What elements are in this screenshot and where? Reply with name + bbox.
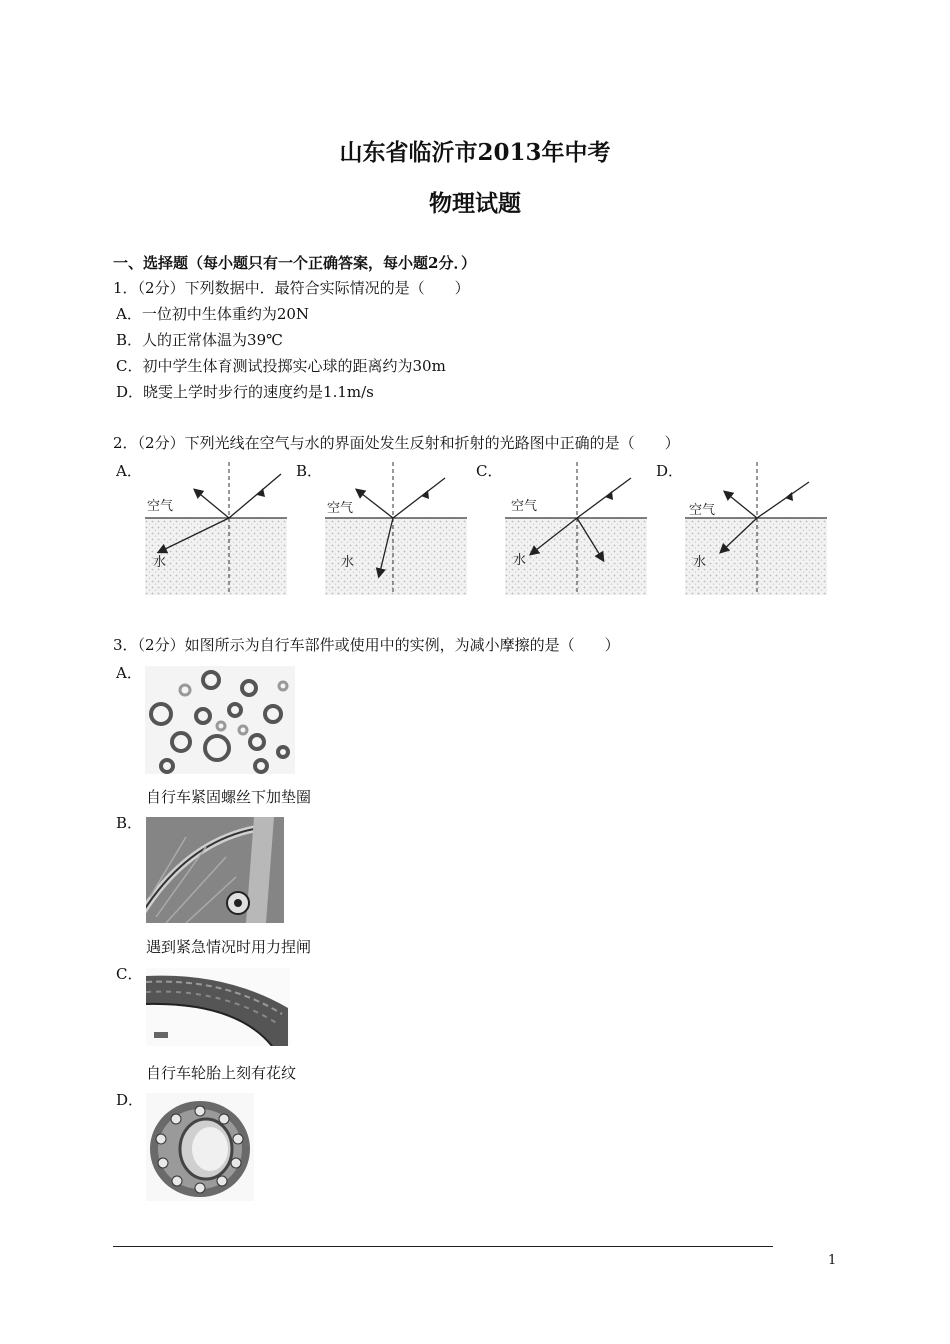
tire-caption: 自行车轮胎上刻有花纹 xyxy=(146,1064,297,1082)
washers-caption: 自行车紧固螺丝下加垫圈 xyxy=(146,788,312,806)
question-3-letter-b: B． xyxy=(116,814,143,832)
light-path-diagram-d xyxy=(685,460,830,595)
section-heading: 一、选择题（每小题只有一个正确答案，每小题2分．） xyxy=(113,254,476,272)
light-path-diagram-a xyxy=(145,460,290,595)
water-label-d: 水 xyxy=(693,555,707,570)
water-label-a: 水 xyxy=(153,555,167,570)
air-label-a: 空气 xyxy=(147,499,174,514)
footer-rule xyxy=(113,1246,773,1247)
question-1-option-c: C．初中学生体育测试投掷实心球的距离约为30m xyxy=(116,357,446,375)
water-label-c: 水 xyxy=(513,553,527,568)
page-subtitle: 物理试题 xyxy=(429,190,521,217)
water-label-b: 水 xyxy=(341,555,355,570)
tire-image xyxy=(146,968,290,1046)
question-2-letter-c: C． xyxy=(476,462,503,480)
question-2-letter-a: A． xyxy=(116,462,142,480)
page-number: 1 xyxy=(828,1253,837,1268)
question-1-option-b: B．人的正常体温为39℃ xyxy=(116,331,283,349)
light-path-diagram-c xyxy=(505,460,650,595)
brake-caption: 遇到紧急情况时用力捏闸 xyxy=(146,938,312,956)
question-3-letter-a: A． xyxy=(116,664,142,682)
question-1-option-d: D．晓雯上学时步行的速度约是1.1m/s xyxy=(116,383,374,401)
question-3-stem: 3．（2分）如图所示为自行车部件或使用中的实例，为减小摩擦的是（ ） xyxy=(113,636,620,654)
ball-bearing-image xyxy=(146,1093,254,1201)
washers-image xyxy=(145,666,295,774)
question-2-letter-b: B． xyxy=(296,462,323,480)
air-label-b: 空气 xyxy=(327,501,354,516)
question-3-letter-d: D． xyxy=(116,1091,144,1109)
page-title: 山东省临沂市2013年中考 xyxy=(339,139,611,166)
question-1-stem: 1．（2分）下列数据中．最符合实际情况的是（ ） xyxy=(113,279,470,297)
air-label-d: 空气 xyxy=(689,503,716,518)
question-3-letter-c: C． xyxy=(116,965,143,983)
question-2-stem: 2．（2分）下列光线在空气与水的界面处发生反射和折射的光路图中正确的是（ ） xyxy=(113,434,680,452)
light-path-diagram-b xyxy=(325,460,470,595)
question-2-letter-d: D． xyxy=(656,462,684,480)
brake-image xyxy=(146,817,284,923)
air-label-c: 空气 xyxy=(511,499,538,514)
question-1-option-a: A．一位初中生体重约为20N xyxy=(116,305,310,323)
